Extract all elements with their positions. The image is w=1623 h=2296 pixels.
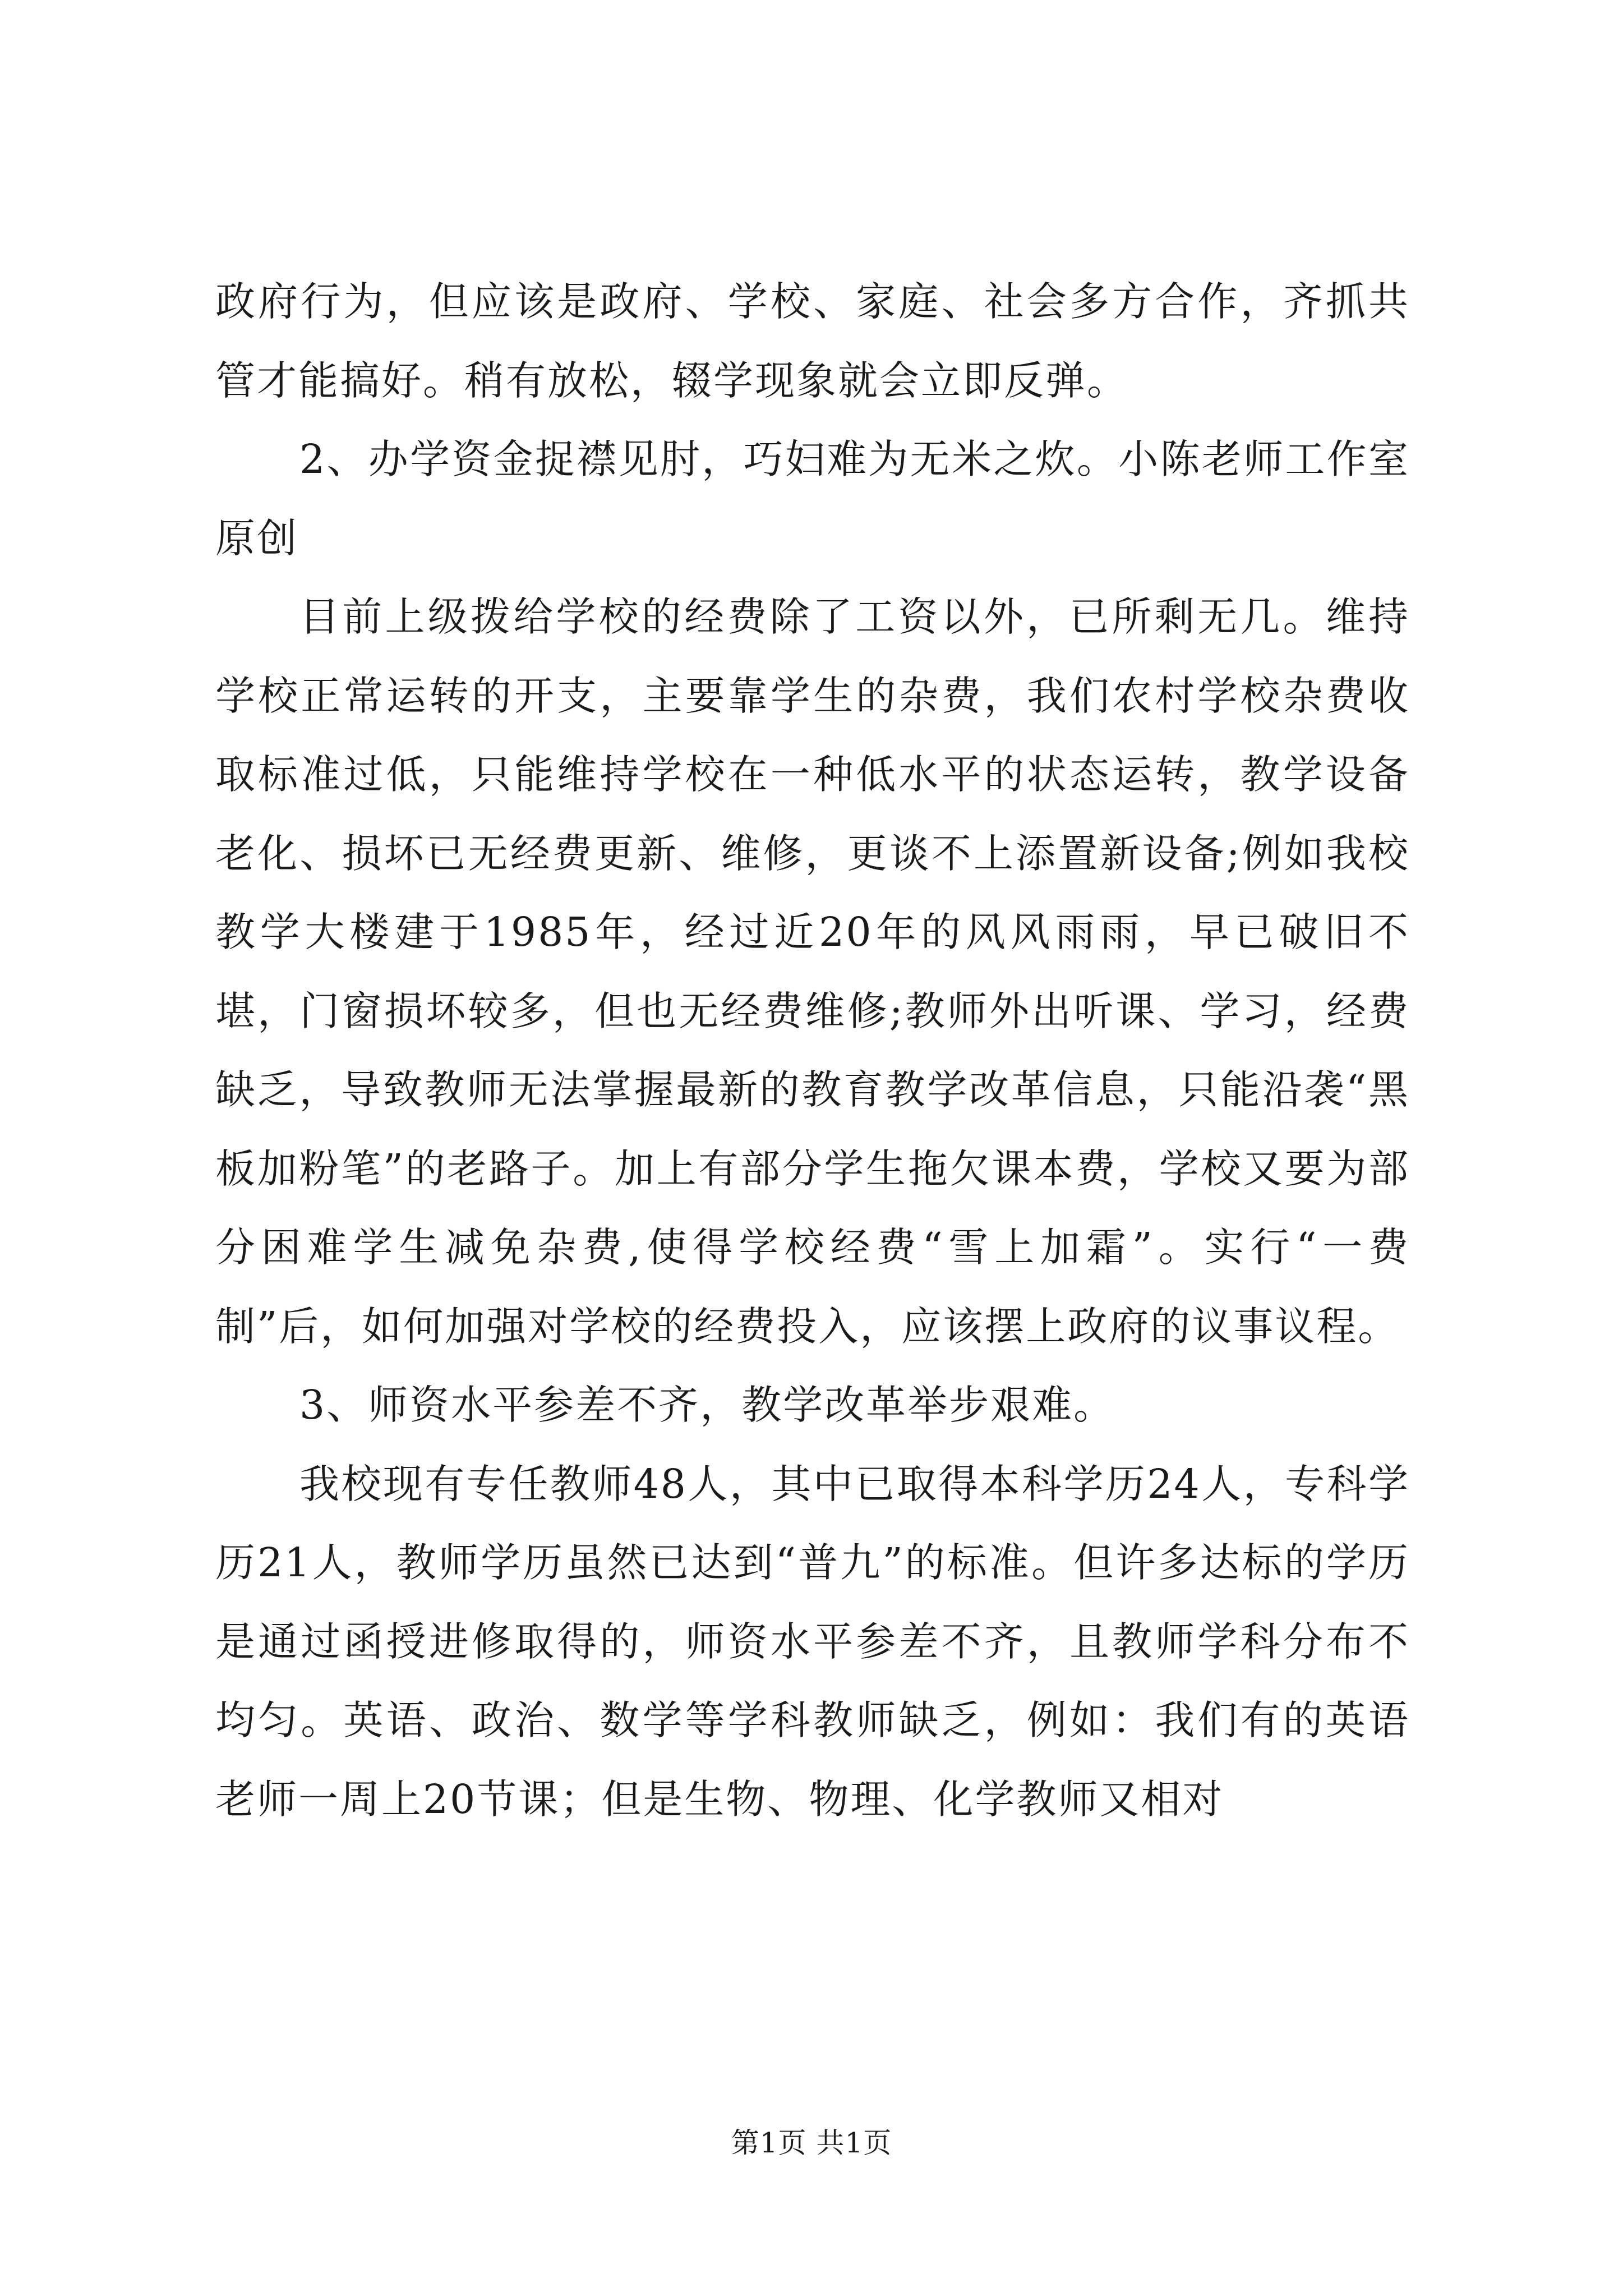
- document-body: [215, 263, 1410, 1839]
- paragraph-1: 政府行为，但应该是政府、学校、家庭、社会多方合作，齐抓共管才能搞好。稍有放松，辍学现象就会立即反弹。: [215, 278, 1410, 404]
- page-footer: 第1页 共1页: [731, 2127, 892, 2159]
- paragraph-3: 目前上级拨给学校的经费除了工资以外，已所剩无几。维持学校正常运转的开支，主要靠学生的杂费，我们农村学校杂费收取标准过低，只能维持学校在一种低水平的状态运转，教学设备老化、损坏已无经费更新、维修，更谈不上添置新设备;例如我校教学大楼建于1985年，经过近20年的风风雨雨，早已破旧不堪，门窗损坏较多，但也无经费维修;教师外出听课、学习，经费缺乏，导致教师无法掌握最新的教育教学改革信息，只能沿袭“黑板加粉笔”的老路子。加上有部分学生拖欠课本费，学校又要为部分困难学生减免杂费,使得学校经费“雪上加霜”。实行“一费制”后，如何加强对学校的经费投入，应该摆上政府的议事议程。: [215, 593, 1410, 1350]
- paragraph-4-heading: 3、师资水平参差不齐，教学改革举步艰难。: [299, 1382, 1115, 1428]
- paragraph-5: 我校现有专任教师48人，其中已取得本科学历24人，专科学历21人，教师学历虽然已达到“普九”的标准。但许多达标的学历是通过函授进修取得的，师资水平参差不齐，且教师学科分布不均匀。英语、政治、数学等学科教师缺乏，例如：我们有的英语老师一周上20节课；但是生物、物理、化学教师又相对: [215, 1460, 1410, 1823]
- paragraph-2-heading: 2、办学资金捉襟见肘，巧妇难为无米之炊。小陈老师工作室原创: [215, 436, 1410, 562]
